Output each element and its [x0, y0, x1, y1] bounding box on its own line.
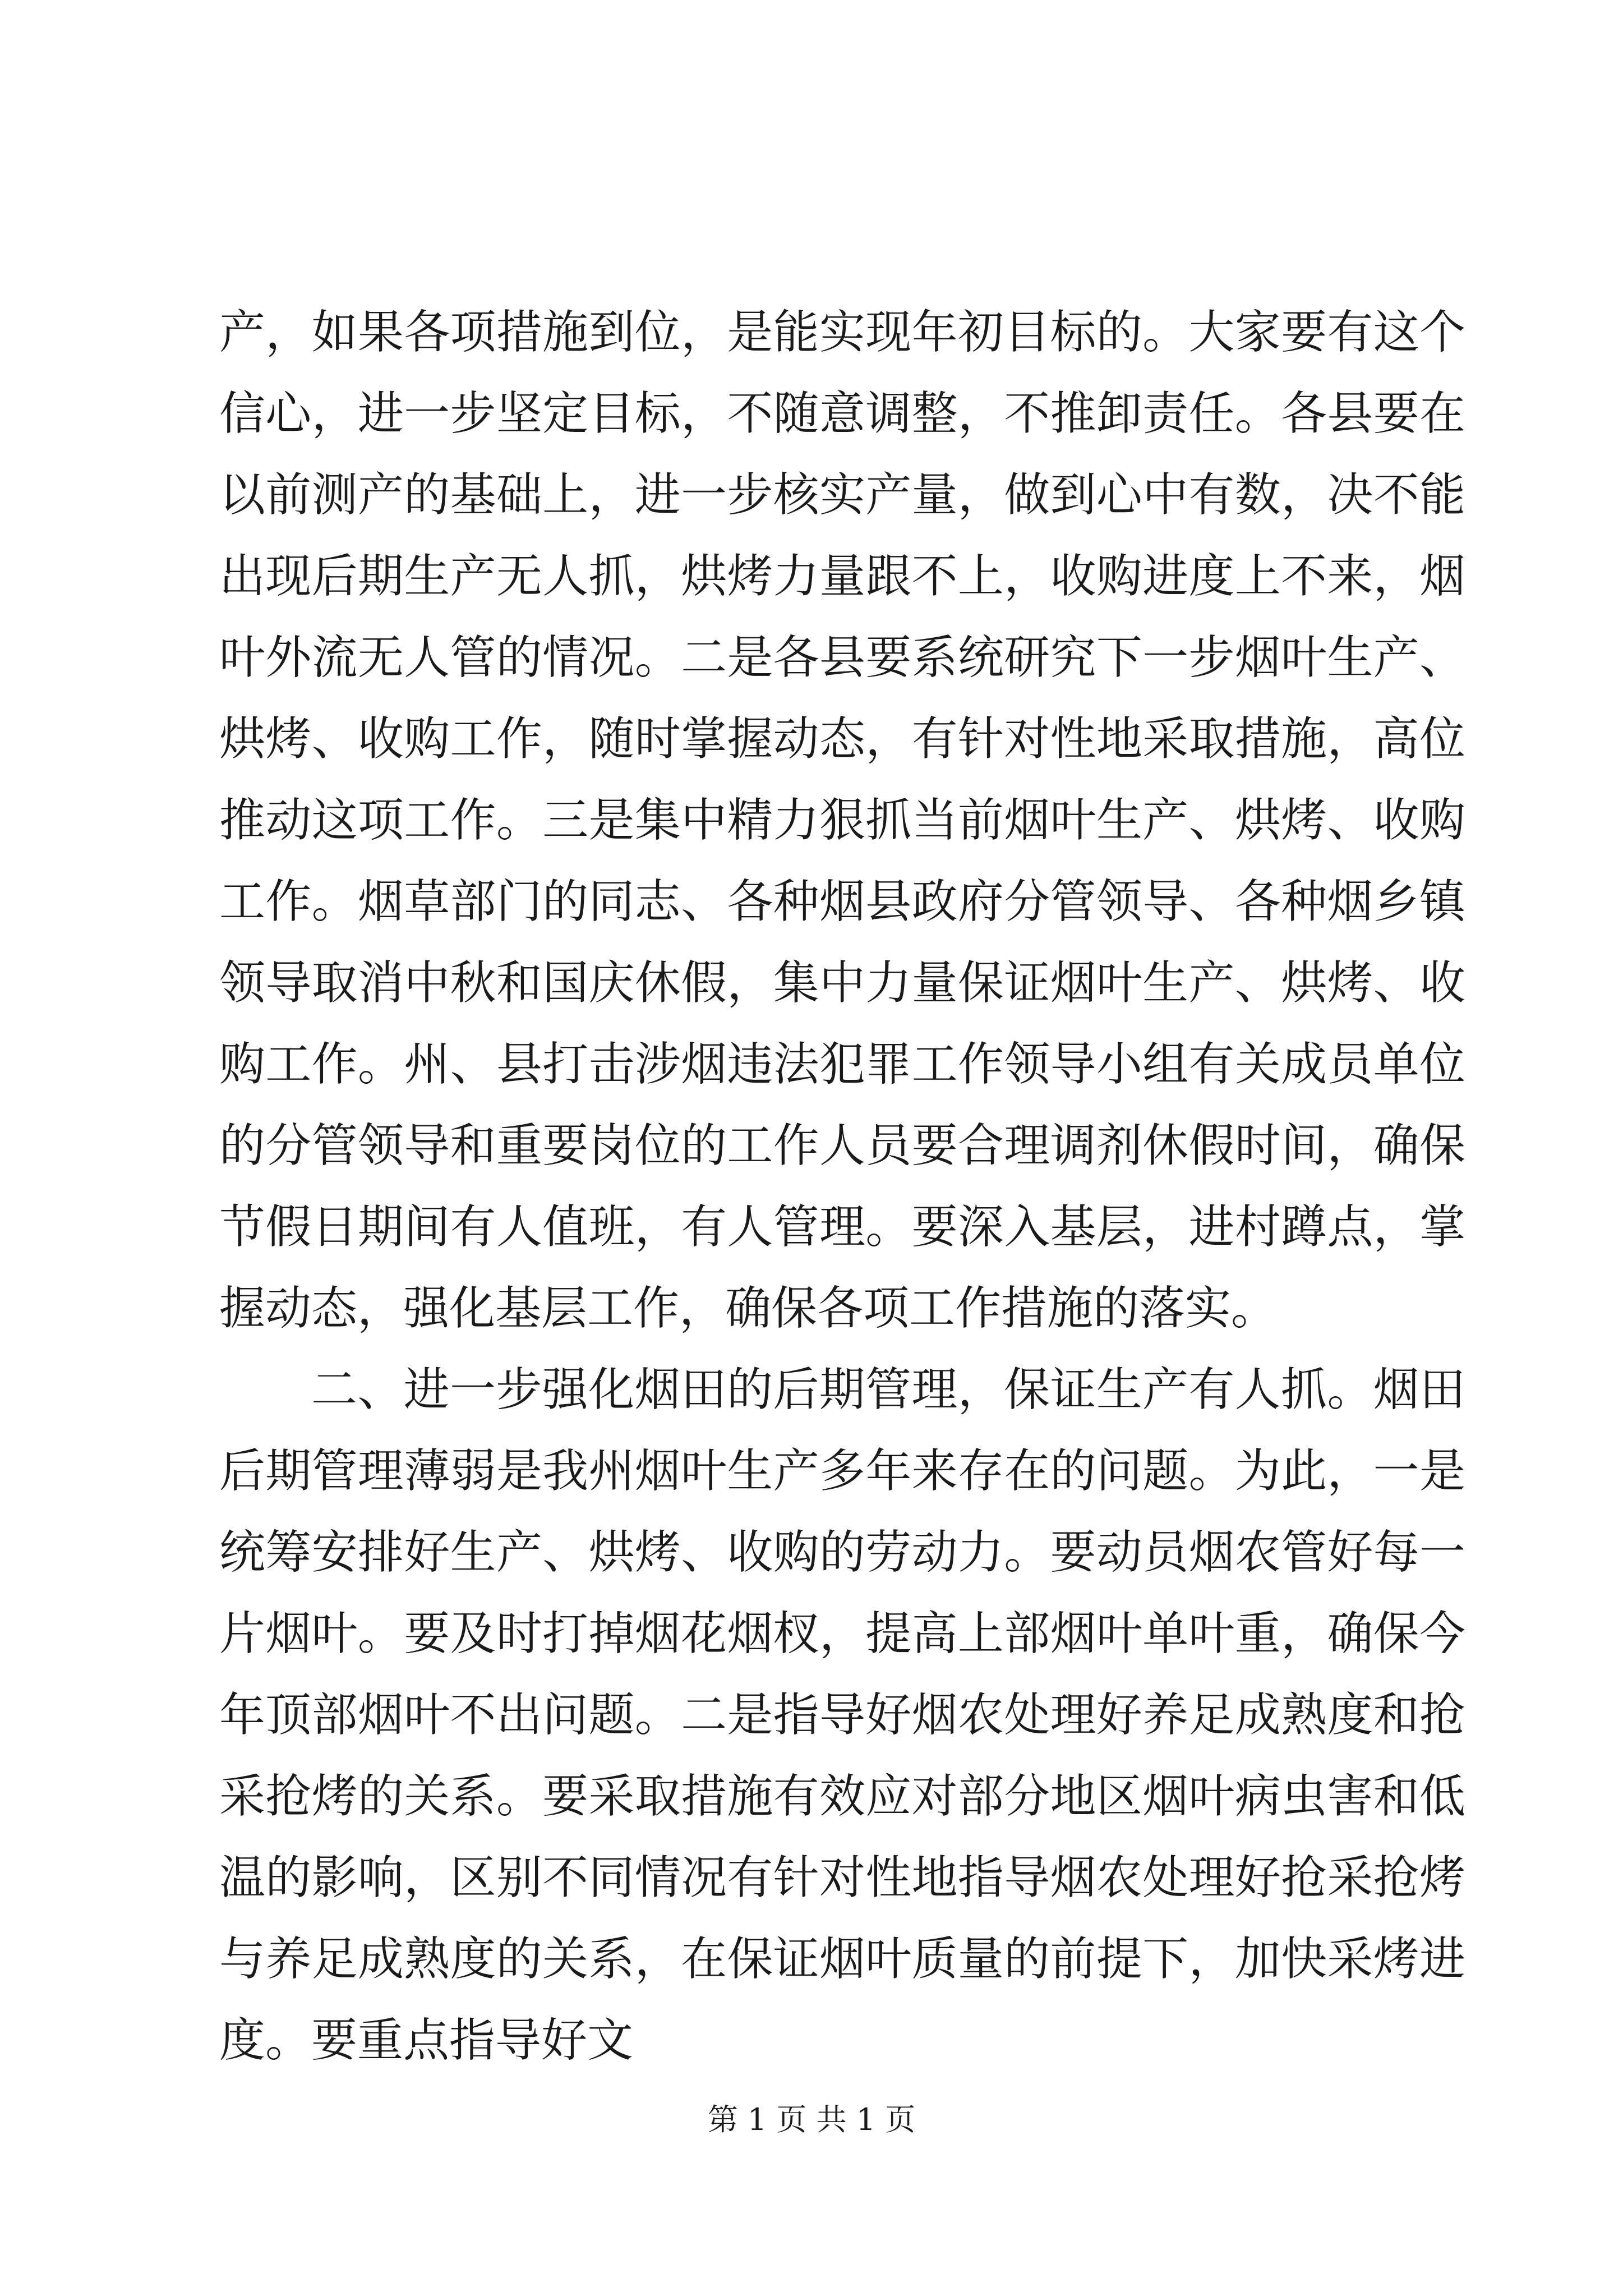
paragraph-continuation: 产，如果各项措施到位，是能实现年初目标的。大家要有这个信心，进一步坚定目标，不随意调整，不推卸责任。各县要在以前测产的基础上，进一步核实产量，做到心中有数，决不能出现后期生产无人抓，烘烤力量跟不上，收购进度上不来，烟叶外流无人管的情况。二是各县要系统研究下一步烟叶生产、烘烤、收购工作，随时掌握动态，有针对性地采取措施，高位推动这项工作。三是集中精力狠抓当前烟叶生产、烘烤、收购工作。烟草部门的同志、各种烟县政府分管领导、各种烟乡镇领导取消中秋和国庆休假，集中力量保证烟叶生产、烘烤、收购工作。州、县打击涉烟违法犯罪工作领导小组有关成员单位的分管领导和重要岗位的工作人员要合理调剂休假时间，确保节假日期间有人值班，有人管理。要深入基层，进村蹲点，掌握动态，强化基层工作，确保各项工作措施的落实。	[219, 306, 1465, 1335]
paragraph-section-two: 二、进一步强化烟田的后期管理，保证生产有人抓。烟田后期管理薄弱是我州烟叶生产多年来存在的问题。为此，一是统筹安排好生产、烘烤、收购的劳动力。要动员烟农管好每一片烟叶。要及时打掉烟花烟杈，提高上部烟叶单叶重，确保今年顶部烟叶不出问题。二是指导好烟农处理好养足成熟度和抢采抢烤的关系。要采取措施有效应对部分地区烟叶病虫害和低温的影响，区别不同情况有针对性地指导烟农处理好抢采抢烤与养足成熟度的关系，在保证烟叶质量的前提下，加快采烤进度。要重点指导好文	[219, 1363, 1465, 2067]
page-footer: 第 1 页 共 1 页	[707, 2102, 916, 2137]
document-body	[219, 292, 1465, 2081]
